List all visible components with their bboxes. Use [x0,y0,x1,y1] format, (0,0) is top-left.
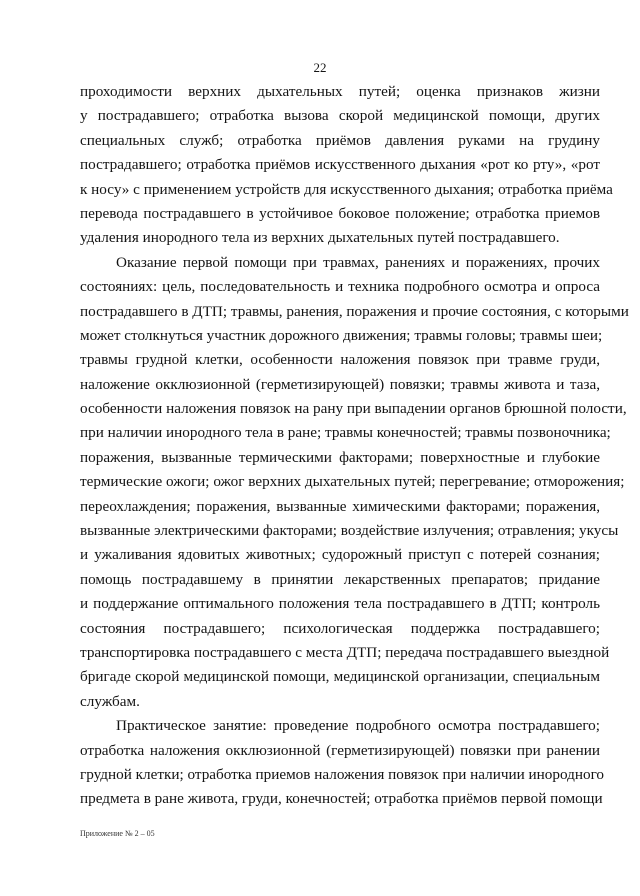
text-line: перевода пострадавшего в устойчивое боковое положение; отработка приемов [80,204,600,222]
text-line: Практическое занятие: проведение подробного осмотра пострадавшего; [116,717,600,735]
text-line: проходимости верхних дыхательных путей; оценка признаков жизни [80,83,600,100]
text-line: наложение окклюзионной (герметизирующей) повязки; травмы живота и таза, [80,375,600,393]
text-line: предмета в ране живота, груди, конечностей; отработка приёмов первой помощи [80,790,603,808]
text-line: состояния пострадавшего; психологическая поддержка пострадавшего; [80,619,600,637]
text-line: при наличии инородного тела в ране; травмы конечностей; травмы позвоночника; [80,424,611,442]
footer-note: Приложение № 2 – 05 [80,829,155,838]
text-line: травмы грудной клетки, особенности наложения повязок при травме груди, [80,351,600,369]
text-line: переохлаждения; поражения, вызванные химическими факторами; поражения, [80,497,600,515]
text-line: грудной клетки; отработка приемов наложения повязок при наличии инородного [80,765,605,783]
text-line: и поддержание оптимального положения тела пострадавшего в ДТП; контроль [80,595,600,613]
text-line: термические ожоги; ожог верхних дыхательных путей; перегревание; отморожения; [80,473,625,491]
text-line: пострадавшего в ДТП; травмы, ранения, поражения и прочие состояния, с которыми [80,302,629,320]
text-line: транспортировка пострадавшего с места ДТП; передача пострадавшего выездной [80,643,610,661]
text-line: особенности наложения повязок на рану при выпадении органов брюшной полости, [80,400,627,418]
text-line: специальных служб; отработка приёмов давления руками на грудину [80,131,600,149]
text-line: Оказание первой помощи при травмах, ранениях и поражениях, прочих [116,253,600,271]
text-line: бригаде скорой медицинской помощи, медицинской организации, специальным [80,668,600,686]
text-line: удаления инородного тела из верхних дыхательных путей пострадавшего. [80,229,560,247]
text-line: состояниях: цель, последовательность и техника подробного осмотра и опроса [80,278,600,296]
text-line: вызванные электрическими факторами; воздействие излучения; отравления; укусы [80,522,619,540]
text-line: может столкнуться участник дорожного движения; травмы головы; травмы шеи; [80,326,603,344]
text-line: помощь пострадавшему в принятии лекарственных препаратов; придание [80,570,600,588]
text-line: поражения, вызванные термическими факторами; поверхностные и глубокие [80,448,600,466]
page-number: 22 [313,60,327,75]
text-line: службам. [80,692,140,710]
text-line: и ужаливания ядовитых животных; судорожный приступ с потерей сознания; [80,546,600,564]
text-line: к носу» с применением устройств для искусственного дыхания; отработка приёма [80,180,613,198]
text-line: пострадавшего; отработка приёмов искусственного дыхания «рот ко рту», «рот [80,156,600,174]
body-text [80,80,629,812]
text-line: отработка наложения окклюзионной (герметизирующей) повязки при ранении [80,741,600,759]
text-line: у пострадавшего; отработка вызова скорой медицинской помощи, других [80,107,600,125]
